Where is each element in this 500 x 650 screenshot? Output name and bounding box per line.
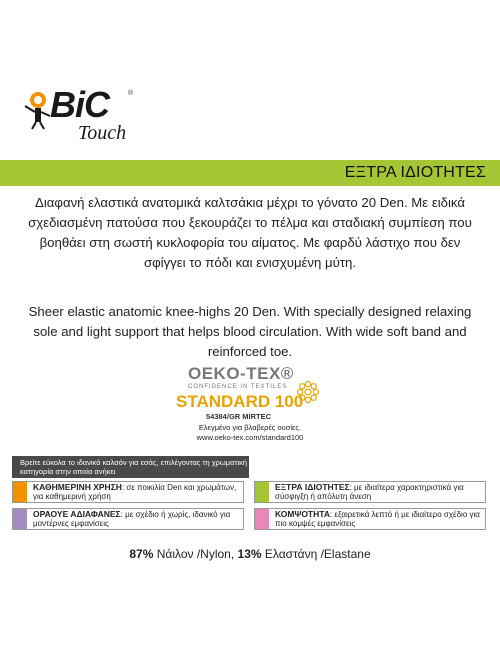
- oeko-tested-text: Ελεγμένο για βλαβερές ουσίες.: [198, 423, 302, 432]
- orange-swatch: [13, 482, 27, 502]
- flower-icon: [296, 380, 320, 404]
- green-swatch: [255, 482, 269, 502]
- elastane-percent: 13%: [237, 547, 262, 561]
- category-name: ΚΟΜΨΟΤΗΤΑ: [275, 509, 330, 519]
- category-band: [0, 160, 500, 186]
- registered-mark: ®: [128, 90, 134, 97]
- category-desc: : με σχέδιο ή χωρίς, ιδανικό για μοντέρνες εμφανίσεις: [33, 510, 231, 528]
- category-elegance: [254, 508, 486, 530]
- brand-subname: Touch: [78, 122, 127, 144]
- category-name: ΕΞΤΡΑ ΙΔΙΟΤΗΤΕΣ: [275, 482, 350, 492]
- description-english: Sheer elastic anatomic knee-highs 20 Den. With specially designed relaxing sole and light support that helps blood circulation. With wide soft band and reinforced toe.: [28, 304, 472, 359]
- oeko-tagline: CONFIDENCE IN TEXTILES: [188, 384, 288, 390]
- category-guide-header: Βρείτε εύκολα το ιδανικό καλσόν για εσάς, επιλέγοντας τη χρωματική κατηγορία στην οποία ανήκει: [12, 456, 249, 478]
- elastane-label: Ελαστάνη /Elastane: [261, 547, 371, 561]
- category-desc: : σε ποικιλία Den και χρωμάτων, για καθημερινή χρήση: [33, 483, 237, 501]
- oeko-title: OEKO-TEX®: [188, 364, 294, 383]
- brand-name: BiC: [50, 84, 109, 125]
- bic-touch-logo: [22, 84, 142, 148]
- category-desc: : με ιδιαίτερα χαρακτηριστικά για σύσφιγξη ή απόλυτη άνεση: [275, 483, 464, 501]
- purple-swatch: [13, 509, 27, 529]
- oeko-url: www.oeko-tex.com/standard100: [196, 433, 304, 442]
- material-composition: [0, 547, 500, 561]
- pink-swatch: [255, 509, 269, 529]
- description-greek: Διαφανή ελαστικά ανατομικά καλτσάκια μέχρι το γόνατο 20 Den. Με ειδικά σχεδιασμένη πατούσα που ξεκουράζει το πέλμα και σταδιακή συμπίεση που βοηθάει στη σωστή κυκλοφορία του αίματος. Με φαρδύ λάστιχο που δεν σφίγγει το πόδι και ενισχυμένη μύτη.: [28, 195, 472, 270]
- category-name: ΚΑΘΗΜΕΡΙΝΗ ΧΡΗΣΗ: [33, 482, 122, 492]
- oeko-standard: STANDARD 100: [176, 392, 304, 411]
- category-extra-features: [254, 481, 486, 503]
- section-title: ΕΞΤΡΑ ΙΔΙΟΤΗΤΕΣ: [344, 164, 486, 181]
- nylon-percent: 87%: [129, 547, 154, 561]
- category-name: ΟΡΑΟΥΕ ΑΔΙΑΦΑΝΕΣ: [33, 509, 121, 519]
- category-everyday-use: [12, 481, 244, 503]
- oeko-code: 54384/GR MIRTEC: [206, 412, 272, 421]
- category-opaque: [12, 508, 244, 530]
- nylon-label: Νάιλον /Nylon,: [153, 547, 238, 561]
- category-desc: : εξαιρετικά λεπτό ή με ιδιαίτερο σχέδιο για πιο κομψές εμφανίσεις: [275, 510, 480, 528]
